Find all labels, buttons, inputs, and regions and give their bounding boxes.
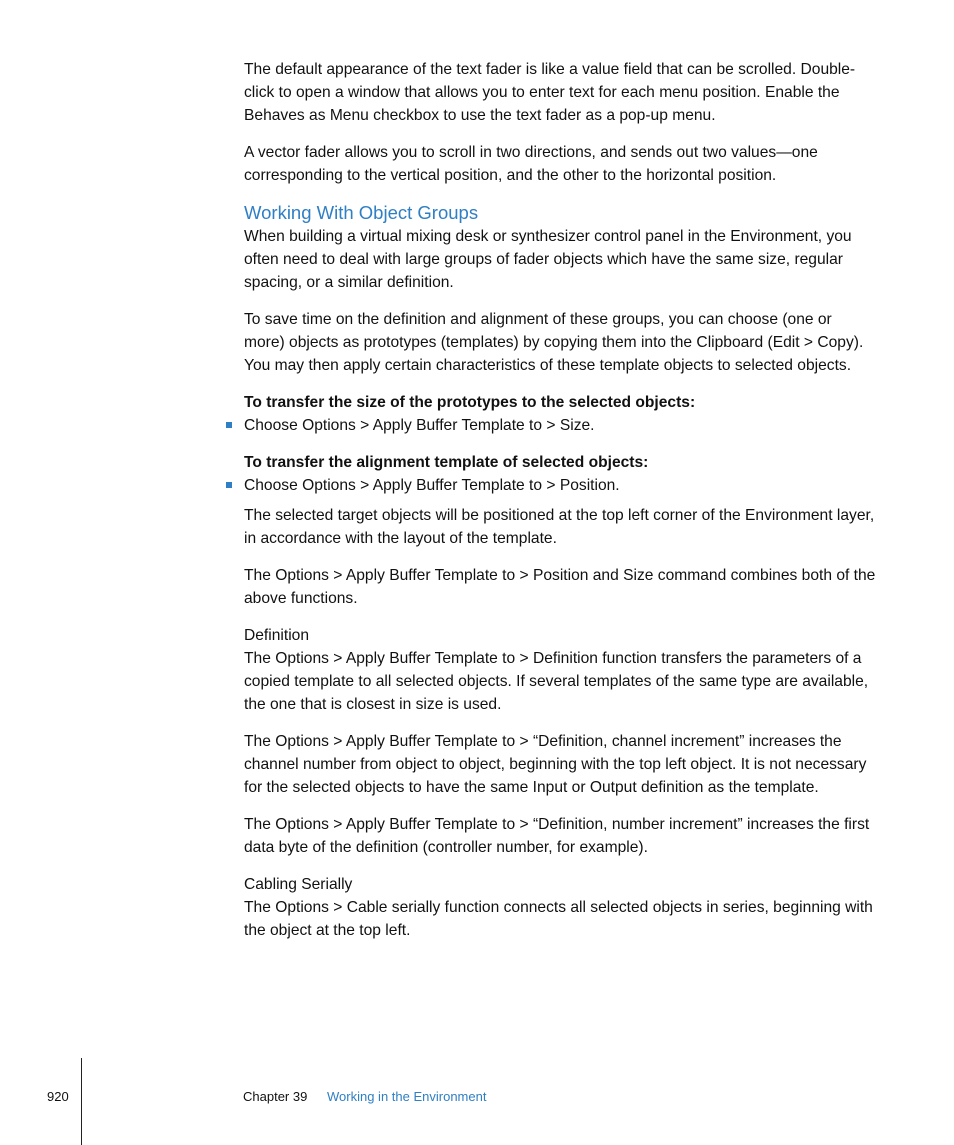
paragraph-channel-increment: The Options > Apply Buffer Template to > “Definition, channel increment” increases the channel number from object to object, beginning with the top left object. It is not necessary for the selected objects to have the same Input or Output definition as the template. (244, 733, 867, 796)
task-title-size: To transfer the size of the prototypes to the selected objects: (244, 394, 696, 411)
paragraph-number-increment: The Options > Apply Buffer Template to > “Definition, number increment” increases the first data byte of the definition (controller number, for example). (244, 816, 870, 856)
bullet-item-position (244, 474, 876, 497)
chapter-label: Chapter 39 (243, 1089, 308, 1104)
footer-divider (81, 1058, 82, 1145)
paragraph-position-and-size: The Options > Apply Buffer Template to > Position and Size command combines both of the above functions. (244, 567, 876, 607)
paragraph-definition-function: The Options > Apply Buffer Template to > Definition function transfers the parameters of a copied template to all selected objects. If several templates of the same type are available, the one that is closest in size is used. (244, 650, 869, 713)
paragraph-vector-fader: A vector fader allows you to scroll in two directions, and sends out two values—one corresponding to the vertical position, and the other to the horizontal position. (244, 144, 818, 184)
subheading-definition: Definition (244, 627, 310, 644)
bullet-item-size (244, 414, 876, 437)
subheading-cabling-serially: Cabling Serially (244, 876, 353, 893)
paragraph-object-groups-intro: When building a virtual mixing desk or synthesizer control panel in the Environment, you often need to deal with large groups of fader objects which have the same size, regular spacing, or a similar definition. (244, 228, 852, 291)
task-title-alignment: To transfer the alignment template of selected objects: (244, 454, 649, 471)
paragraph-text-fader: The default appearance of the text fader is like a value field that can be scrolled. Double-click to open a window that allows you to enter text for each menu position. Enable the Behaves as Menu checkbox to use the text fader as a pop-up menu. (244, 61, 856, 124)
square-bullet-icon (226, 482, 232, 488)
bullet-text-position: Choose Options > Apply Buffer Template to > Position. (244, 477, 620, 494)
page-number: 920 (47, 1089, 69, 1104)
paragraph-target-objects: The selected target objects will be positioned at the top left corner of the Environment layer, in accordance with the layout of the template. (244, 507, 875, 547)
square-bullet-icon (226, 422, 232, 428)
paragraph-cable-serially: The Options > Cable serially function connects all selected objects in series, beginning with the object at the top left. (244, 899, 873, 939)
page-body (244, 58, 876, 956)
bullet-text-size: Choose Options > Apply Buffer Template to > Size. (244, 417, 595, 434)
paragraph-prototypes: To save time on the definition and alignment of these groups, you can choose (one or more) objects as prototypes (templates) by copying them into the Clipboard (Edit > Copy). You may then apply certain characteristics of these template objects to selected objects. (244, 311, 864, 374)
section-heading: Working With Object Groups (244, 202, 479, 223)
chapter-title-link[interactable]: Working in the Environment (327, 1089, 487, 1104)
